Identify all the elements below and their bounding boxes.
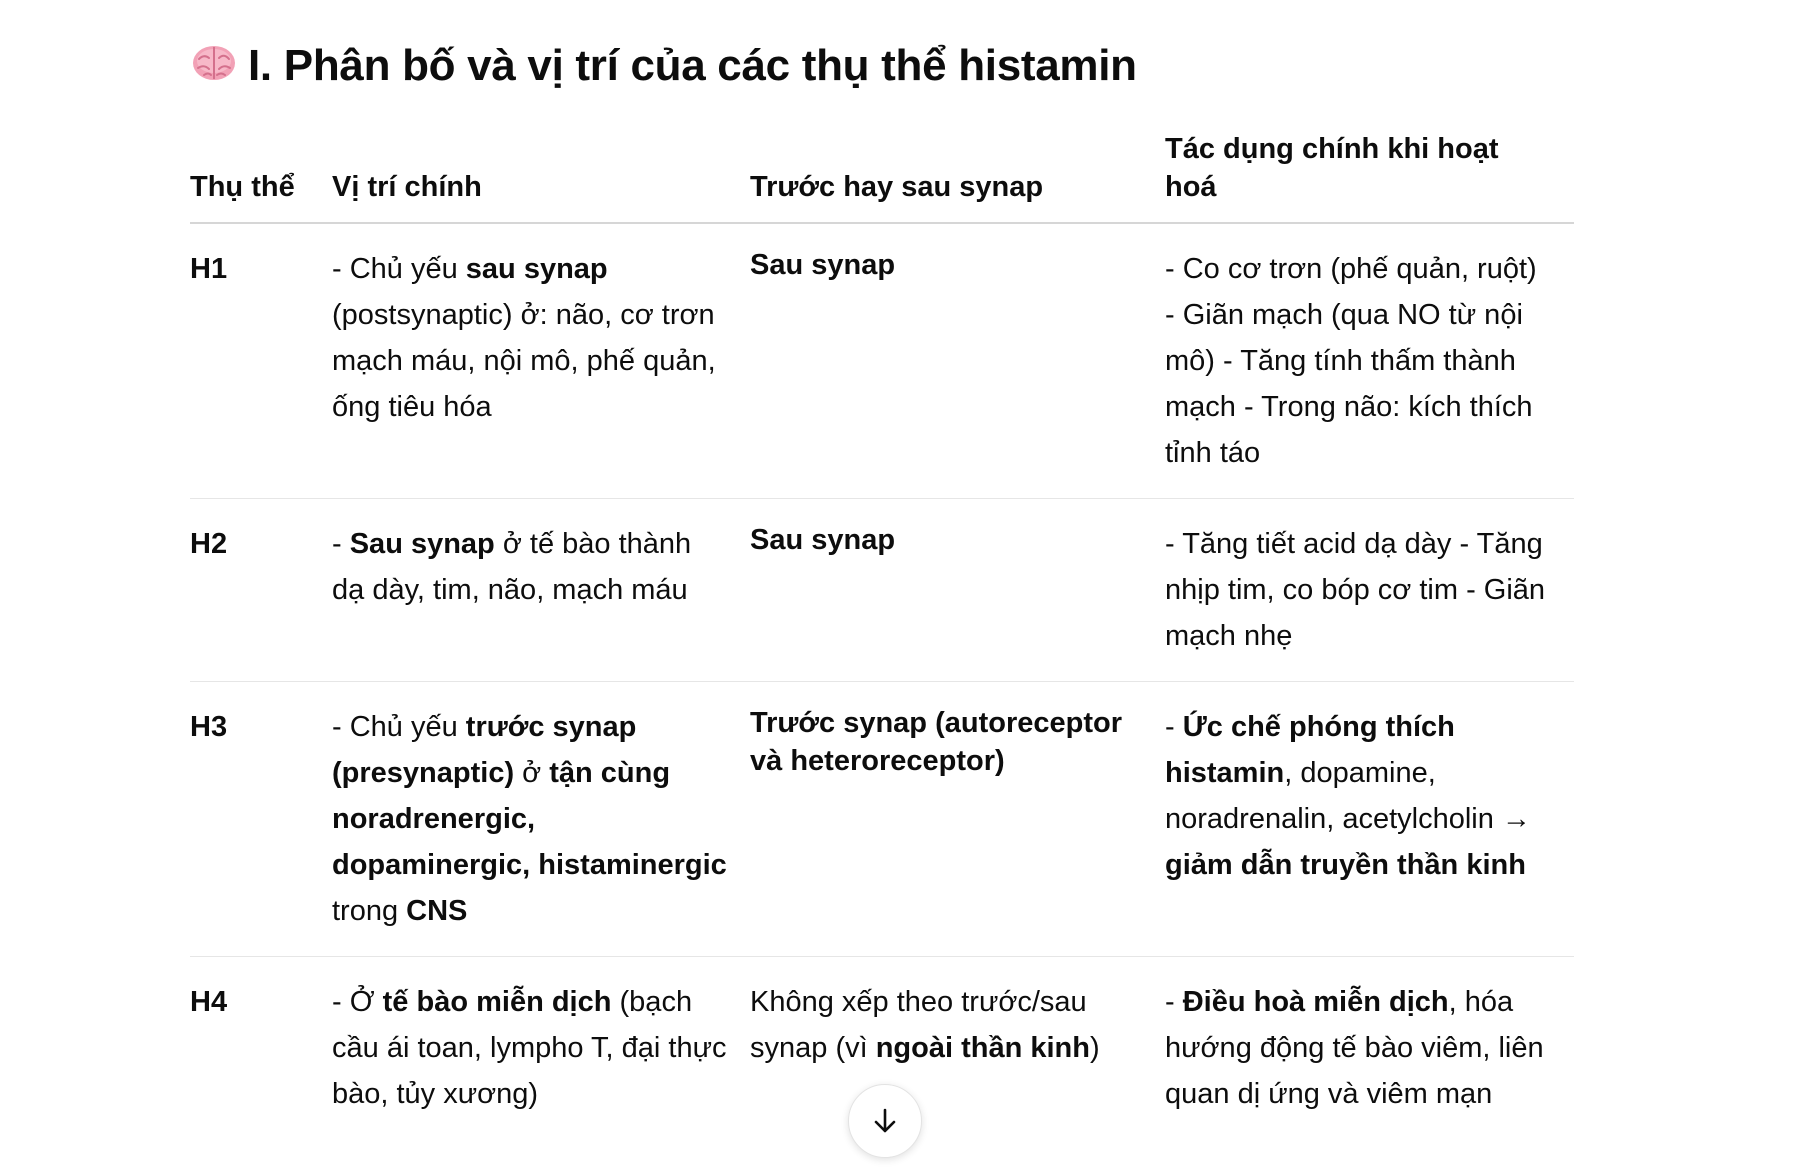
- scroll-to-bottom-button[interactable]: [848, 1084, 922, 1158]
- header-location: Vị trí chính: [332, 130, 750, 223]
- synapse-cell: Trước synap (autoreceptor và heteroreceptor): [750, 682, 1165, 957]
- brain-icon: [190, 39, 238, 87]
- effect-cell: - Tăng tiết acid dạ dày - Tăng nhịp tim, co bóp cơ tim - Giãn mạch nhẹ: [1165, 499, 1574, 682]
- receptor-id: H3: [190, 682, 332, 957]
- table-header-row: [190, 130, 1574, 223]
- effect-cell: - Co cơ trơn (phế quản, ruột) - Giãn mạch (qua NO từ nội mô) - Tăng tính thấm thành mạch - Trong não: kích thích tỉnh táo: [1165, 223, 1574, 499]
- receptor-id: H2: [190, 499, 332, 682]
- table-row: [190, 682, 1574, 957]
- section-heading-text: I. Phân bố và vị trí của các thụ thể histamin: [248, 41, 1137, 90]
- location-cell: - Chủ yếu sau synap (postsynaptic) ở: não, cơ trơn mạch máu, nội mô, phế quản, ống tiêu hóa: [332, 223, 750, 499]
- header-receptor: Thụ thể: [190, 130, 332, 223]
- location-cell: - Ở tế bào miễn dịch (bạch cầu ái toan, lympho T, đại thực bào, tủy xương): [332, 986, 727, 1110]
- effect-cell: - Điều hoà miễn dịch, hóa hướng động tế bào viêm, liên quan dị ứng và viêm mạn: [1165, 986, 1544, 1110]
- histamine-receptor-table: [190, 130, 1574, 1139]
- effect-cell: - Ức chế phóng thích histamin, dopamine, noradrenalin, acetylcholin → giảm dẫn truyền thần kinh: [1165, 682, 1574, 957]
- table-row: [190, 499, 1574, 682]
- section-heading: [190, 36, 1137, 96]
- header-effect: Tác dụng chính khi hoạt hoá: [1165, 130, 1574, 223]
- synapse-cell: Sau synap: [750, 223, 1165, 499]
- arrow-down-icon: [870, 1106, 900, 1136]
- synapse-cell: Không xếp theo trước/sau synap (vì ngoài thần kinh): [750, 986, 1100, 1064]
- receptor-id: H4: [190, 986, 228, 1018]
- location-cell: - Chủ yếu trước synap (presynaptic) ở tận cùng noradrenergic, dopaminergic, histaminergic trong CNS: [332, 682, 750, 957]
- receptor-id: H1: [190, 223, 332, 499]
- synapse-cell: Sau synap: [750, 499, 1165, 682]
- bottom-fade: [0, 1150, 1813, 1175]
- location-cell: - Sau synap ở tế bào thành dạ dày, tim, não, mạch máu: [332, 499, 750, 682]
- table-row: [190, 223, 1574, 499]
- header-synapse: Trước hay sau synap: [750, 130, 1165, 223]
